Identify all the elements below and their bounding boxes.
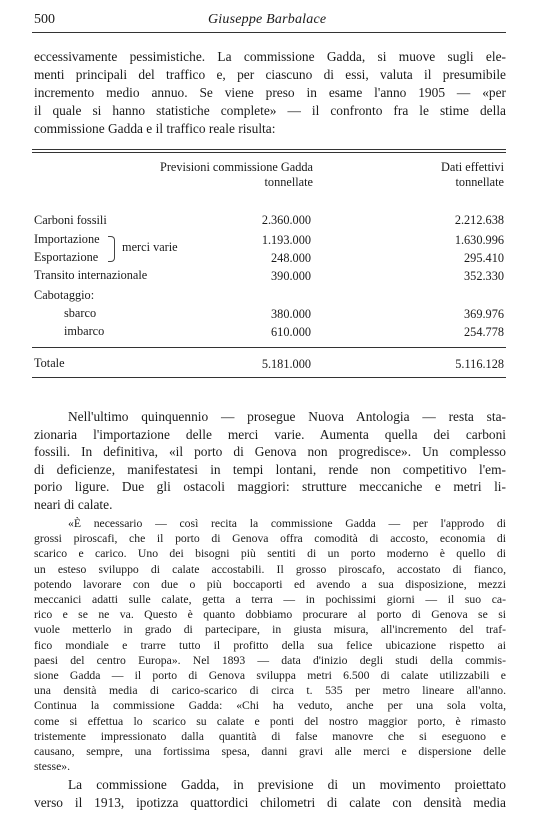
- table-top-rule: [32, 149, 506, 150]
- quote-line: rico e se ne va. Questo è quanto dobbiamo procurare al porto di Genova se si: [34, 608, 506, 622]
- cell-effettivi: 254.778: [464, 325, 504, 339]
- row-label-esportazione: Esportazione: [34, 250, 99, 264]
- para2-line: porio ligure. Due gli ostacoli maggiori: strutture meccaniche e metri li-: [34, 479, 506, 495]
- table-top-rule-2: [32, 152, 506, 153]
- intro-paragraph: [34, 48, 506, 138]
- table-total-rule: [32, 347, 506, 348]
- merci-varie-label: merci varie: [122, 240, 178, 254]
- cell-previsioni: 248.000: [271, 251, 311, 265]
- quote-line: come si effettua lo scarico su calate e ponti del nostro maggior porto, è rimasto: [34, 714, 506, 728]
- intro-line: eccessivamente pessimistiche. La commissione Gadda, si muove sugli ele-: [34, 49, 506, 64]
- quote-line: una densità media di carico-scarico di circa t. 535 per metro lineare all'anno.: [34, 684, 506, 698]
- col-previsioni-header: Previsioni commissione Gadda tonnellate: [159, 160, 313, 189]
- cell-previsioni: 1.193.000: [261, 233, 311, 247]
- quote-line: «È necessario — così recita la commissione Gadda — per l'approdo di: [68, 517, 506, 530]
- quote-line: vuole metterlo in grado di partecipare, in giusta misura, all'incremento del traf-: [34, 623, 506, 637]
- quote-line: sione Gadda — il porto di Genova sviluppa metri 6.500 di calate utilizzabili e: [34, 669, 506, 683]
- cell-effettivi: 295.410: [464, 251, 504, 265]
- para2-line: neari di calate.: [34, 496, 113, 512]
- brace: [108, 236, 115, 262]
- paragraph-2: [34, 408, 506, 514]
- quote-line: causano, sempre, una fortissima spesa, danni gravi alle merci e dispersione delle: [34, 745, 506, 759]
- para2-line: di deficienze, manifestatesi in tempi lontani, rende non competitivo l'em-: [34, 461, 506, 477]
- header-rule: [32, 32, 506, 33]
- intro-line: il quale si hanno statistiche complete» — il confronto fra le stime della: [34, 103, 506, 118]
- quote-line: un esteso sviluppo di calate accostabili. Il grosso piroscafo, accostato di fianco,: [34, 562, 506, 576]
- page-number: 500: [34, 12, 55, 27]
- running-title: Giuseppe Barbalace: [208, 12, 327, 27]
- row-label-sbarco: sbarco: [64, 306, 97, 320]
- row-label-cabotaggio: Cabotaggio:: [34, 288, 95, 302]
- quote-line: paesi del centro Europa». Nel 1893 — data d'inizio degli studi della commis-: [34, 653, 506, 667]
- quote-line: tristemente impressionato dalla quantità di false manovre che si eseguono e: [34, 729, 506, 743]
- intro-line: menti principali del traffico e, per ciascuno di essi, valuta il presumibile: [34, 67, 506, 82]
- para2-line: Nell'ultimo quinquennio — prosegue Nuova Antologia — resta sta-: [68, 409, 506, 424]
- cell-previsioni: 390.000: [271, 269, 311, 283]
- cell-effettivi: 2.212.638: [454, 213, 504, 227]
- cell-effettivi: 352.330: [464, 269, 504, 283]
- row-label-imbarco: imbarco: [64, 324, 105, 338]
- row-label-transito: Transito internazionale: [34, 268, 148, 282]
- cell-effettivi-total: 5.116.128: [455, 357, 504, 371]
- quote-line: grossi piroscafi, che il porto di Genova offra comodità di accosto, economia di: [34, 532, 506, 546]
- intro-line: incremento medio annuo. Se viene preso in esame l'anno 1905 — «per: [34, 85, 506, 100]
- para2-line: fossili. In definitiva, «il porto di Genova non progredisce». Un complesso: [34, 444, 506, 460]
- intro-line: commissione Gadda e il traffico reale risulta:: [34, 121, 276, 136]
- cell-previsioni: 380.000: [271, 307, 311, 321]
- quote-line: scarico e carico. Uno dei bisogni più sentiti di un porto moderno è quello di: [34, 547, 506, 561]
- quote-line: Continua la commissione Gadda: «Chi ha veduto, anche per una sola volta,: [34, 699, 506, 713]
- block-quote: [34, 516, 506, 774]
- quote-line: potendo lavorare con due o più boccaporti ed avendo a sua disposizione, mezzi: [34, 577, 506, 591]
- quote-line: stesse».: [34, 760, 71, 774]
- quote-line: meccanici adatti sulle calate, getta a terra — in pochissimi giorni — il suo ca-: [34, 593, 506, 607]
- cell-effettivi: 369.976: [464, 307, 504, 321]
- row-label-carboni: Carboni fossili: [34, 213, 107, 227]
- quote-line: fico mondiale e trarre tutto il profitto della sua felice ubicazione rispetto ai: [34, 638, 506, 652]
- cell-previsioni: 610.000: [271, 325, 311, 339]
- paragraph-3: [34, 776, 506, 811]
- para2-line: zionaria l'importazione delle merci varie. Aumenta quella dei carboni: [34, 426, 506, 442]
- cell-previsioni: 2.360.000: [261, 213, 311, 227]
- cell-effettivi: 1.630.996: [454, 233, 504, 247]
- cell-previsioni-total: 5.181.000: [261, 357, 311, 371]
- row-label-totale: Totale: [34, 356, 65, 370]
- col-effettivi-header: Dati effettivi tonnellate: [441, 160, 504, 189]
- row-label-importazione: Importazione: [34, 232, 100, 246]
- para3-line: verso il 1913, ipotizza quattordici chilometri di calate con densità media: [34, 794, 506, 810]
- para3-line: La commissione Gadda, in previsione di un movimento proiettato: [68, 777, 506, 792]
- table-bottom-rule: [32, 377, 506, 378]
